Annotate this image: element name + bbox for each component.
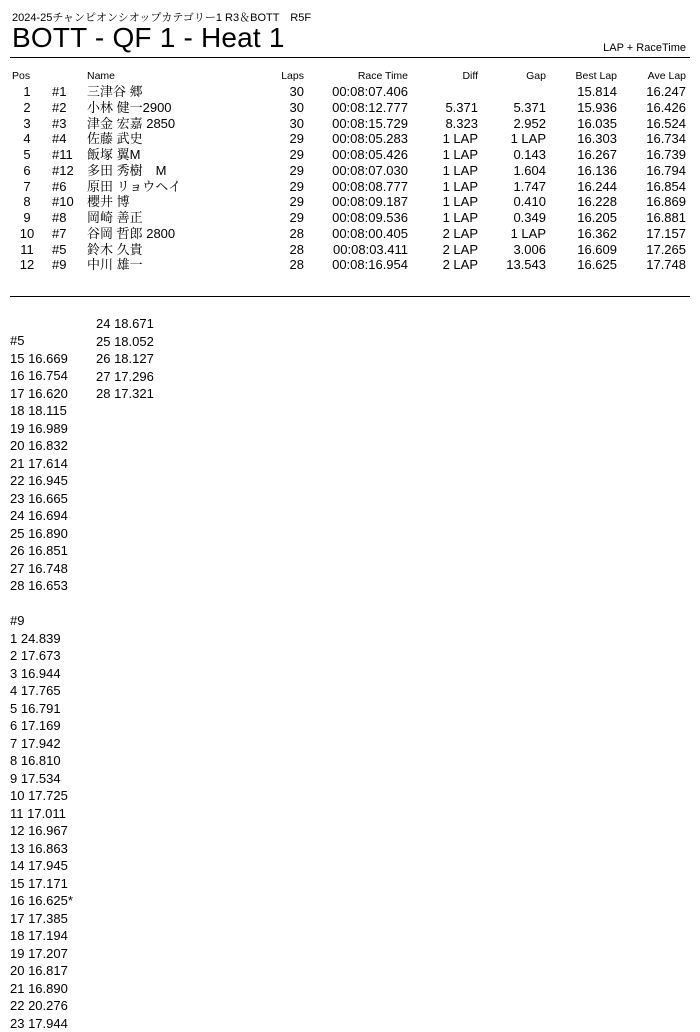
lap-time-entry: 16 16.625* — [10, 892, 73, 910]
cell-name: 鈴木 久貴 — [87, 242, 272, 258]
lap-time-entry: 14 17.945 — [10, 857, 73, 875]
cell-ave-lap: 17.748 — [620, 257, 686, 273]
lap-time-entry: 12 16.967 — [10, 822, 73, 840]
table-row — [0, 147, 700, 163]
page-title: BOTT - QF 1 - Heat 1 — [12, 22, 285, 54]
cell-ave-lap: 16.794 — [620, 163, 686, 179]
report-type-label: LAP + RaceTime — [603, 42, 686, 54]
cell-pos: 7 — [12, 179, 42, 195]
lap-time-entry: 22 20.276 — [10, 997, 73, 1015]
cell-car-number: #7 — [52, 226, 86, 242]
lap-time-entry: 7 17.942 — [10, 735, 73, 753]
cell-car-number: #2 — [52, 100, 86, 116]
col-header-ave-lap: Ave Lap — [620, 69, 686, 84]
cell-diff: 1 LAP — [418, 147, 478, 163]
lap-time-entry: 27 17.296 — [96, 368, 154, 386]
cell-gap: 1.747 — [486, 179, 546, 195]
cell-ave-lap: 16.426 — [620, 100, 686, 116]
cell-ave-lap: 16.524 — [620, 116, 686, 132]
table-row — [0, 116, 700, 132]
cell-best-lap: 16.136 — [552, 163, 617, 179]
cell-car-number: #3 — [52, 116, 86, 132]
lap-time-entry: 5 16.791 — [10, 700, 73, 718]
cell-gap: 0.143 — [486, 147, 546, 163]
lap-time-entry: 26 18.127 — [96, 350, 154, 368]
cell-diff: 2 LAP — [418, 257, 478, 273]
cell-laps: 29 — [262, 179, 304, 195]
lap-time-entry: 19 16.989 — [10, 420, 73, 438]
cell-name: 櫻井 博 — [87, 194, 272, 210]
cell-name: 谷岡 哲郎 2800 — [87, 226, 272, 242]
table-row — [0, 257, 700, 273]
col-header-name: Name — [87, 69, 272, 84]
cell-gap: 3.006 — [486, 242, 546, 258]
cell-name: 岡崎 善正 — [87, 210, 272, 226]
cell-ave-lap: 16.881 — [620, 210, 686, 226]
cell-name: 佐藤 武史 — [87, 131, 272, 147]
table-row — [0, 194, 700, 210]
lap-time-entry: 23 17.944 — [10, 1015, 73, 1032]
lap-time-entry: 19 17.207 — [10, 945, 73, 963]
lap-time-entry: 15 16.669 — [10, 350, 73, 368]
lap-time-entry: 20 16.817 — [10, 962, 73, 980]
cell-ave-lap: 17.157 — [620, 226, 686, 242]
cell-race-time: 00:08:16.954 — [306, 257, 408, 273]
lap-times-left-column — [10, 332, 73, 1032]
cell-car-number: #8 — [52, 210, 86, 226]
cell-name: 中川 雄一 — [87, 257, 272, 273]
table-row — [0, 163, 700, 179]
cell-ave-lap: 17.265 — [620, 242, 686, 258]
cell-name: 津金 宏嘉 2850 — [87, 116, 272, 132]
cell-race-time: 00:08:03.411 — [306, 242, 408, 258]
table-row — [0, 242, 700, 258]
lap-time-entry: 4 17.765 — [10, 682, 73, 700]
table-row — [0, 210, 700, 226]
cell-race-time: 00:08:15.729 — [306, 116, 408, 132]
lap-time-entry: 6 17.169 — [10, 717, 73, 735]
col-header-best-lap: Best Lap — [552, 69, 617, 84]
cell-gap: 0.349 — [486, 210, 546, 226]
lap-time-entry: 13 16.863 — [10, 840, 73, 858]
cell-car-number: #11 — [52, 147, 86, 163]
cell-ave-lap: 16.854 — [620, 179, 686, 195]
cell-car-number: #10 — [52, 194, 86, 210]
cell-race-time: 00:08:12.777 — [306, 100, 408, 116]
lap-time-entry: 22 16.945 — [10, 472, 73, 490]
lap-time-entry: 21 16.890 — [10, 980, 73, 998]
col-header-gap: Gap — [486, 69, 546, 84]
lap-time-entry: 2 17.673 — [10, 647, 73, 665]
lap-time-entry: 17 16.620 — [10, 385, 73, 403]
cell-pos: 4 — [12, 131, 42, 147]
cell-ave-lap: 16.739 — [620, 147, 686, 163]
cell-pos: 11 — [12, 242, 42, 258]
cell-best-lap: 16.205 — [552, 210, 617, 226]
cell-diff: 8.323 — [418, 116, 478, 132]
cell-laps: 28 — [262, 226, 304, 242]
cell-pos: 1 — [12, 84, 42, 100]
cell-laps: 29 — [262, 194, 304, 210]
cell-car-number: #4 — [52, 131, 86, 147]
lap-time-entry: 24 16.694 — [10, 507, 73, 525]
cell-car-number: #5 — [52, 242, 86, 258]
cell-gap: 1 LAP — [486, 226, 546, 242]
cell-best-lap: 16.267 — [552, 147, 617, 163]
cell-name: 多田 秀樹 M — [87, 163, 272, 179]
cell-pos: 5 — [12, 147, 42, 163]
cell-diff: 5.371 — [418, 100, 478, 116]
lap-time-entry: 25 16.890 — [10, 525, 73, 543]
cell-best-lap: 16.362 — [552, 226, 617, 242]
cell-diff: 1 LAP — [418, 179, 478, 195]
cell-pos: 2 — [12, 100, 42, 116]
cell-gap: 5.371 — [486, 100, 546, 116]
cell-gap: 13.543 — [486, 257, 546, 273]
cell-laps: 29 — [262, 210, 304, 226]
col-header-diff: Diff — [418, 69, 478, 84]
lap-time-entry: 20 16.832 — [10, 437, 73, 455]
cell-race-time: 00:08:07.030 — [306, 163, 408, 179]
cell-diff: 1 LAP — [418, 194, 478, 210]
cell-best-lap: 16.303 — [552, 131, 617, 147]
lap-time-entry: 8 16.810 — [10, 752, 73, 770]
cell-pos: 9 — [12, 210, 42, 226]
table-row — [0, 226, 700, 242]
cell-car-number: #9 — [52, 257, 86, 273]
cell-laps: 30 — [262, 100, 304, 116]
cell-race-time: 00:08:09.187 — [306, 194, 408, 210]
bottom-rule — [10, 296, 690, 297]
cell-car-number: #12 — [52, 163, 86, 179]
cell-laps: 29 — [262, 131, 304, 147]
lap-time-entry: 15 17.171 — [10, 875, 73, 893]
cell-diff: 1 LAP — [418, 210, 478, 226]
cell-car-number: #6 — [52, 179, 86, 195]
cell-race-time: 00:08:00.405 — [306, 226, 408, 242]
table-header — [0, 69, 700, 84]
cell-diff: 2 LAP — [418, 226, 478, 242]
cell-best-lap: 16.228 — [552, 194, 617, 210]
lap-time-entry: 17 17.385 — [10, 910, 73, 928]
lap-group-heading: #5 — [10, 332, 73, 350]
lap-time-entry: 28 17.321 — [96, 385, 154, 403]
cell-gap: 2.952 — [486, 116, 546, 132]
cell-laps: 28 — [262, 242, 304, 258]
col-header-pos: Pos — [12, 69, 42, 84]
cell-laps: 30 — [262, 84, 304, 100]
cell-race-time: 00:08:05.283 — [306, 131, 408, 147]
cell-pos: 12 — [12, 257, 42, 273]
top-rule — [10, 57, 690, 58]
table-body — [0, 84, 700, 273]
series-name: 2024-25チャンピオンシオップカテゴリー1 R3＆BOTT R5F — [12, 9, 311, 25]
cell-ave-lap: 16.734 — [620, 131, 686, 147]
lap-time-entry — [10, 595, 73, 613]
cell-pos: 6 — [12, 163, 42, 179]
table-row — [0, 100, 700, 116]
lap-time-entry: 24 18.671 — [96, 315, 154, 333]
cell-laps: 29 — [262, 163, 304, 179]
cell-race-time: 00:08:08.777 — [306, 179, 408, 195]
lap-time-entry: 27 16.748 — [10, 560, 73, 578]
cell-gap: 1.604 — [486, 163, 546, 179]
cell-best-lap: 16.625 — [552, 257, 617, 273]
cell-gap: 0.410 — [486, 194, 546, 210]
cell-gap: 1 LAP — [486, 131, 546, 147]
cell-laps: 29 — [262, 147, 304, 163]
cell-best-lap: 15.814 — [552, 84, 617, 100]
lap-time-entry: 3 16.944 — [10, 665, 73, 683]
cell-race-time: 00:08:07.406 — [306, 84, 408, 100]
cell-diff: 1 LAP — [418, 131, 478, 147]
table-row — [0, 131, 700, 147]
cell-best-lap: 16.609 — [552, 242, 617, 258]
cell-laps: 28 — [262, 257, 304, 273]
cell-ave-lap: 16.869 — [620, 194, 686, 210]
cell-best-lap: 15.936 — [552, 100, 617, 116]
lap-time-entry: 18 17.194 — [10, 927, 73, 945]
cell-best-lap: 16.035 — [552, 116, 617, 132]
lap-times-right-column — [96, 315, 154, 403]
cell-name: 原田 リョウヘイ — [87, 179, 272, 195]
lap-time-entry: 25 18.052 — [96, 333, 154, 351]
table-row — [0, 179, 700, 195]
lap-time-entry: 28 16.653 — [10, 577, 73, 595]
cell-diff: 2 LAP — [418, 242, 478, 258]
cell-name: 三津谷 郷 — [87, 84, 272, 100]
lap-time-entry: 1 24.839 — [10, 630, 73, 648]
lap-time-entry: 18 18.115 — [10, 402, 73, 420]
lap-time-entry: 21 17.614 — [10, 455, 73, 473]
table-row — [0, 84, 700, 100]
lap-time-entry: 16 16.754 — [10, 367, 73, 385]
col-header-laps: Laps — [262, 69, 304, 84]
cell-car-number: #1 — [52, 84, 86, 100]
results-table — [0, 69, 700, 273]
cell-ave-lap: 16.247 — [620, 84, 686, 100]
lap-time-entry: 10 17.725 — [10, 787, 73, 805]
col-header-race-time: Race Time — [306, 69, 408, 84]
cell-best-lap: 16.244 — [552, 179, 617, 195]
lap-time-entry: 23 16.665 — [10, 490, 73, 508]
cell-name: 飯塚 翼M — [87, 147, 272, 163]
cell-pos: 8 — [12, 194, 42, 210]
lap-time-entry: 11 17.011 — [10, 805, 73, 823]
cell-race-time: 00:08:09.536 — [306, 210, 408, 226]
cell-pos: 3 — [12, 116, 42, 132]
cell-pos: 10 — [12, 226, 42, 242]
lap-group-heading: #9 — [10, 612, 73, 630]
cell-race-time: 00:08:05.426 — [306, 147, 408, 163]
cell-laps: 30 — [262, 116, 304, 132]
lap-time-entry: 26 16.851 — [10, 542, 73, 560]
cell-diff: 1 LAP — [418, 163, 478, 179]
lap-time-entry: 9 17.534 — [10, 770, 73, 788]
cell-name: 小林 健一2900 — [87, 100, 272, 116]
